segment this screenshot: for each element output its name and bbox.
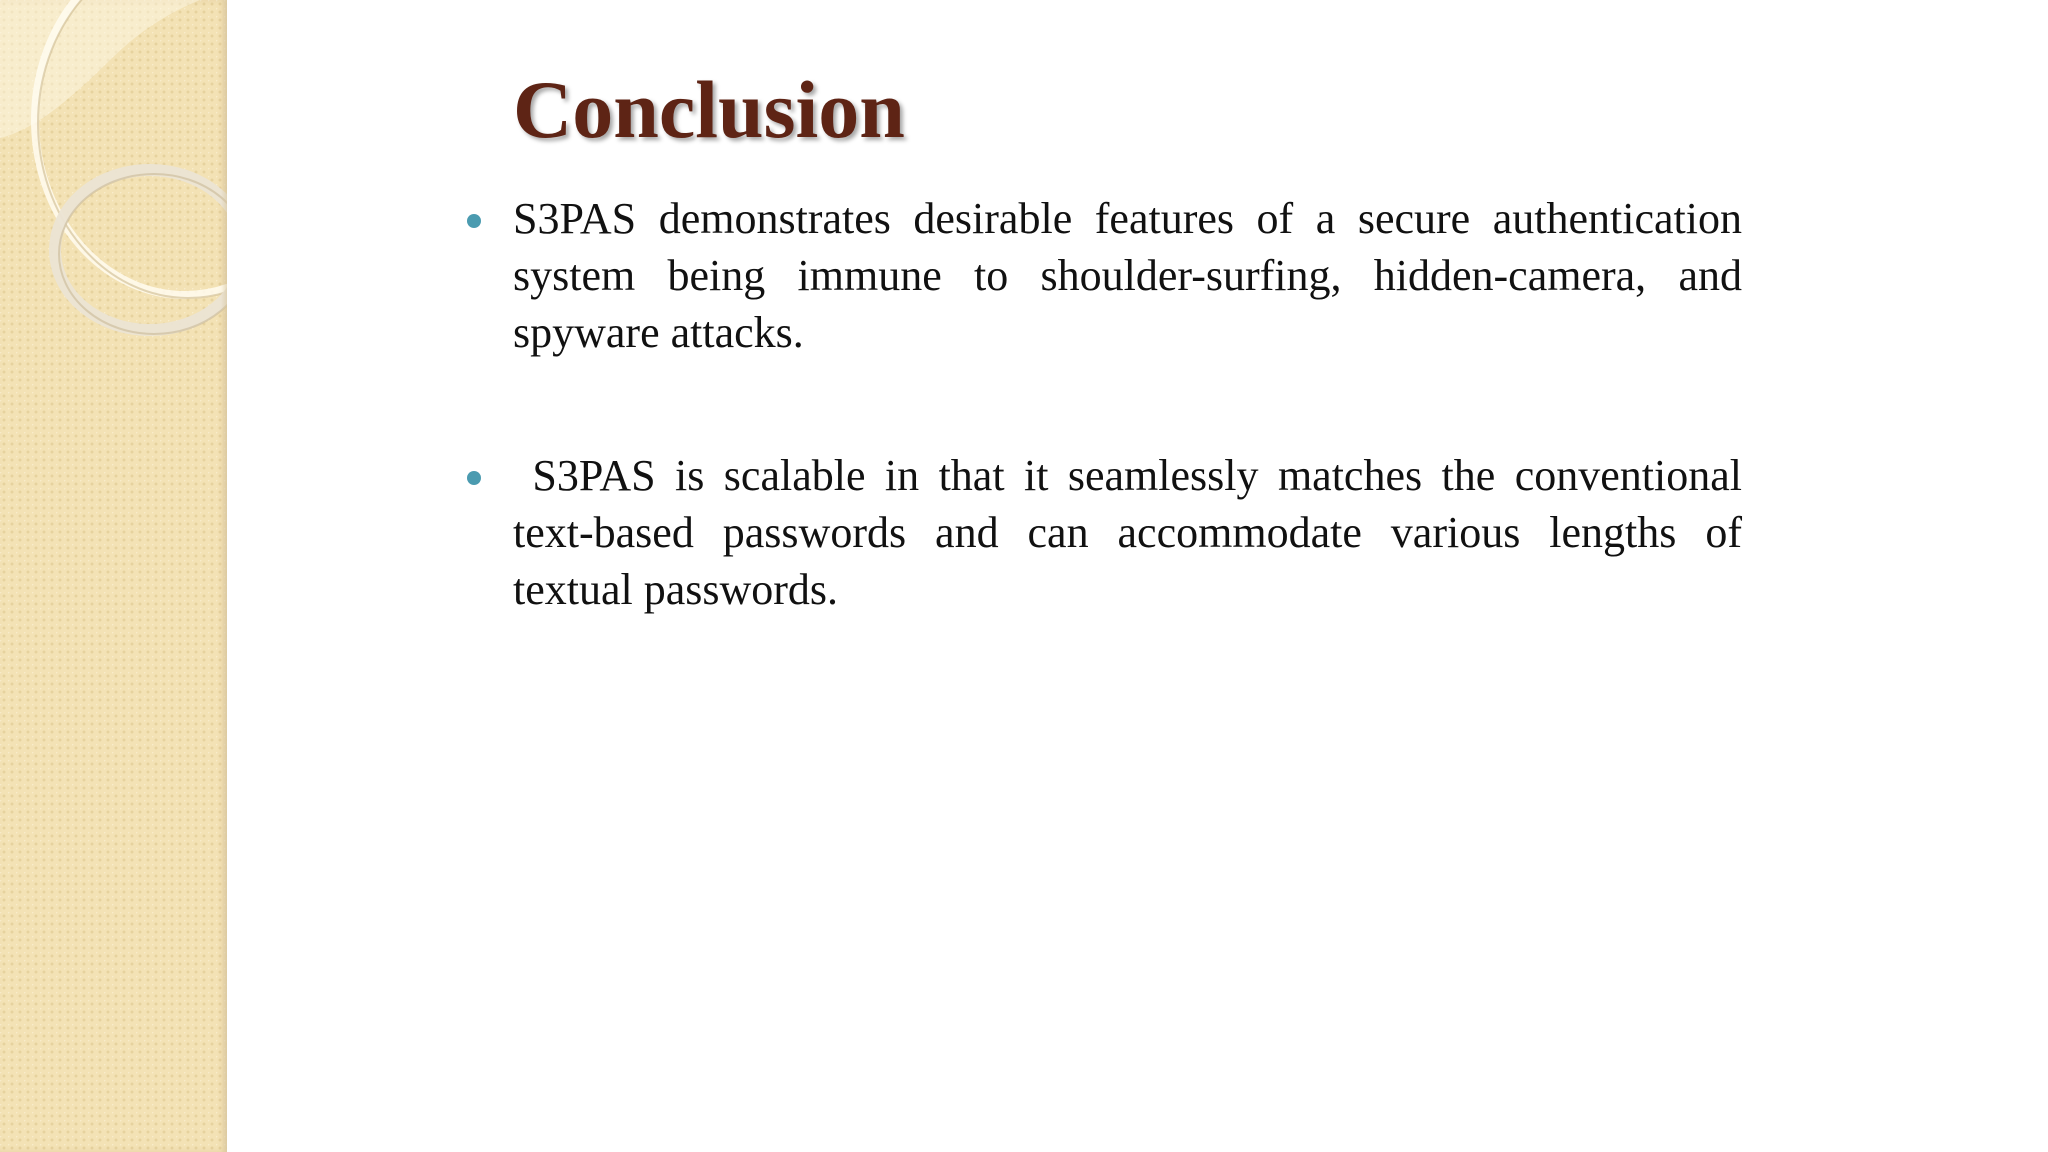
decorative-side-panel	[0, 0, 227, 1152]
bullet-dot-icon	[467, 214, 481, 228]
slide-title: Conclusion	[513, 64, 905, 155]
bullet-item	[513, 447, 1742, 618]
bullet-list	[513, 190, 1742, 704]
bullet-text: S3PAS is scalable in that it seamlessly matches the conventional text-based passwords and can accommodate various lengths of textual passwords.	[513, 451, 1742, 614]
bullet-item	[513, 190, 1742, 361]
panel-edge-shadow	[221, 0, 227, 1152]
bullet-dot-icon	[467, 471, 481, 485]
ornamental-rings-icon	[0, 0, 227, 400]
bullet-text: S3PAS demonstrates desirable features of a secure authentication system being immune to shoulder-surfing, hidden-camera, and spyware attacks.	[513, 194, 1742, 357]
